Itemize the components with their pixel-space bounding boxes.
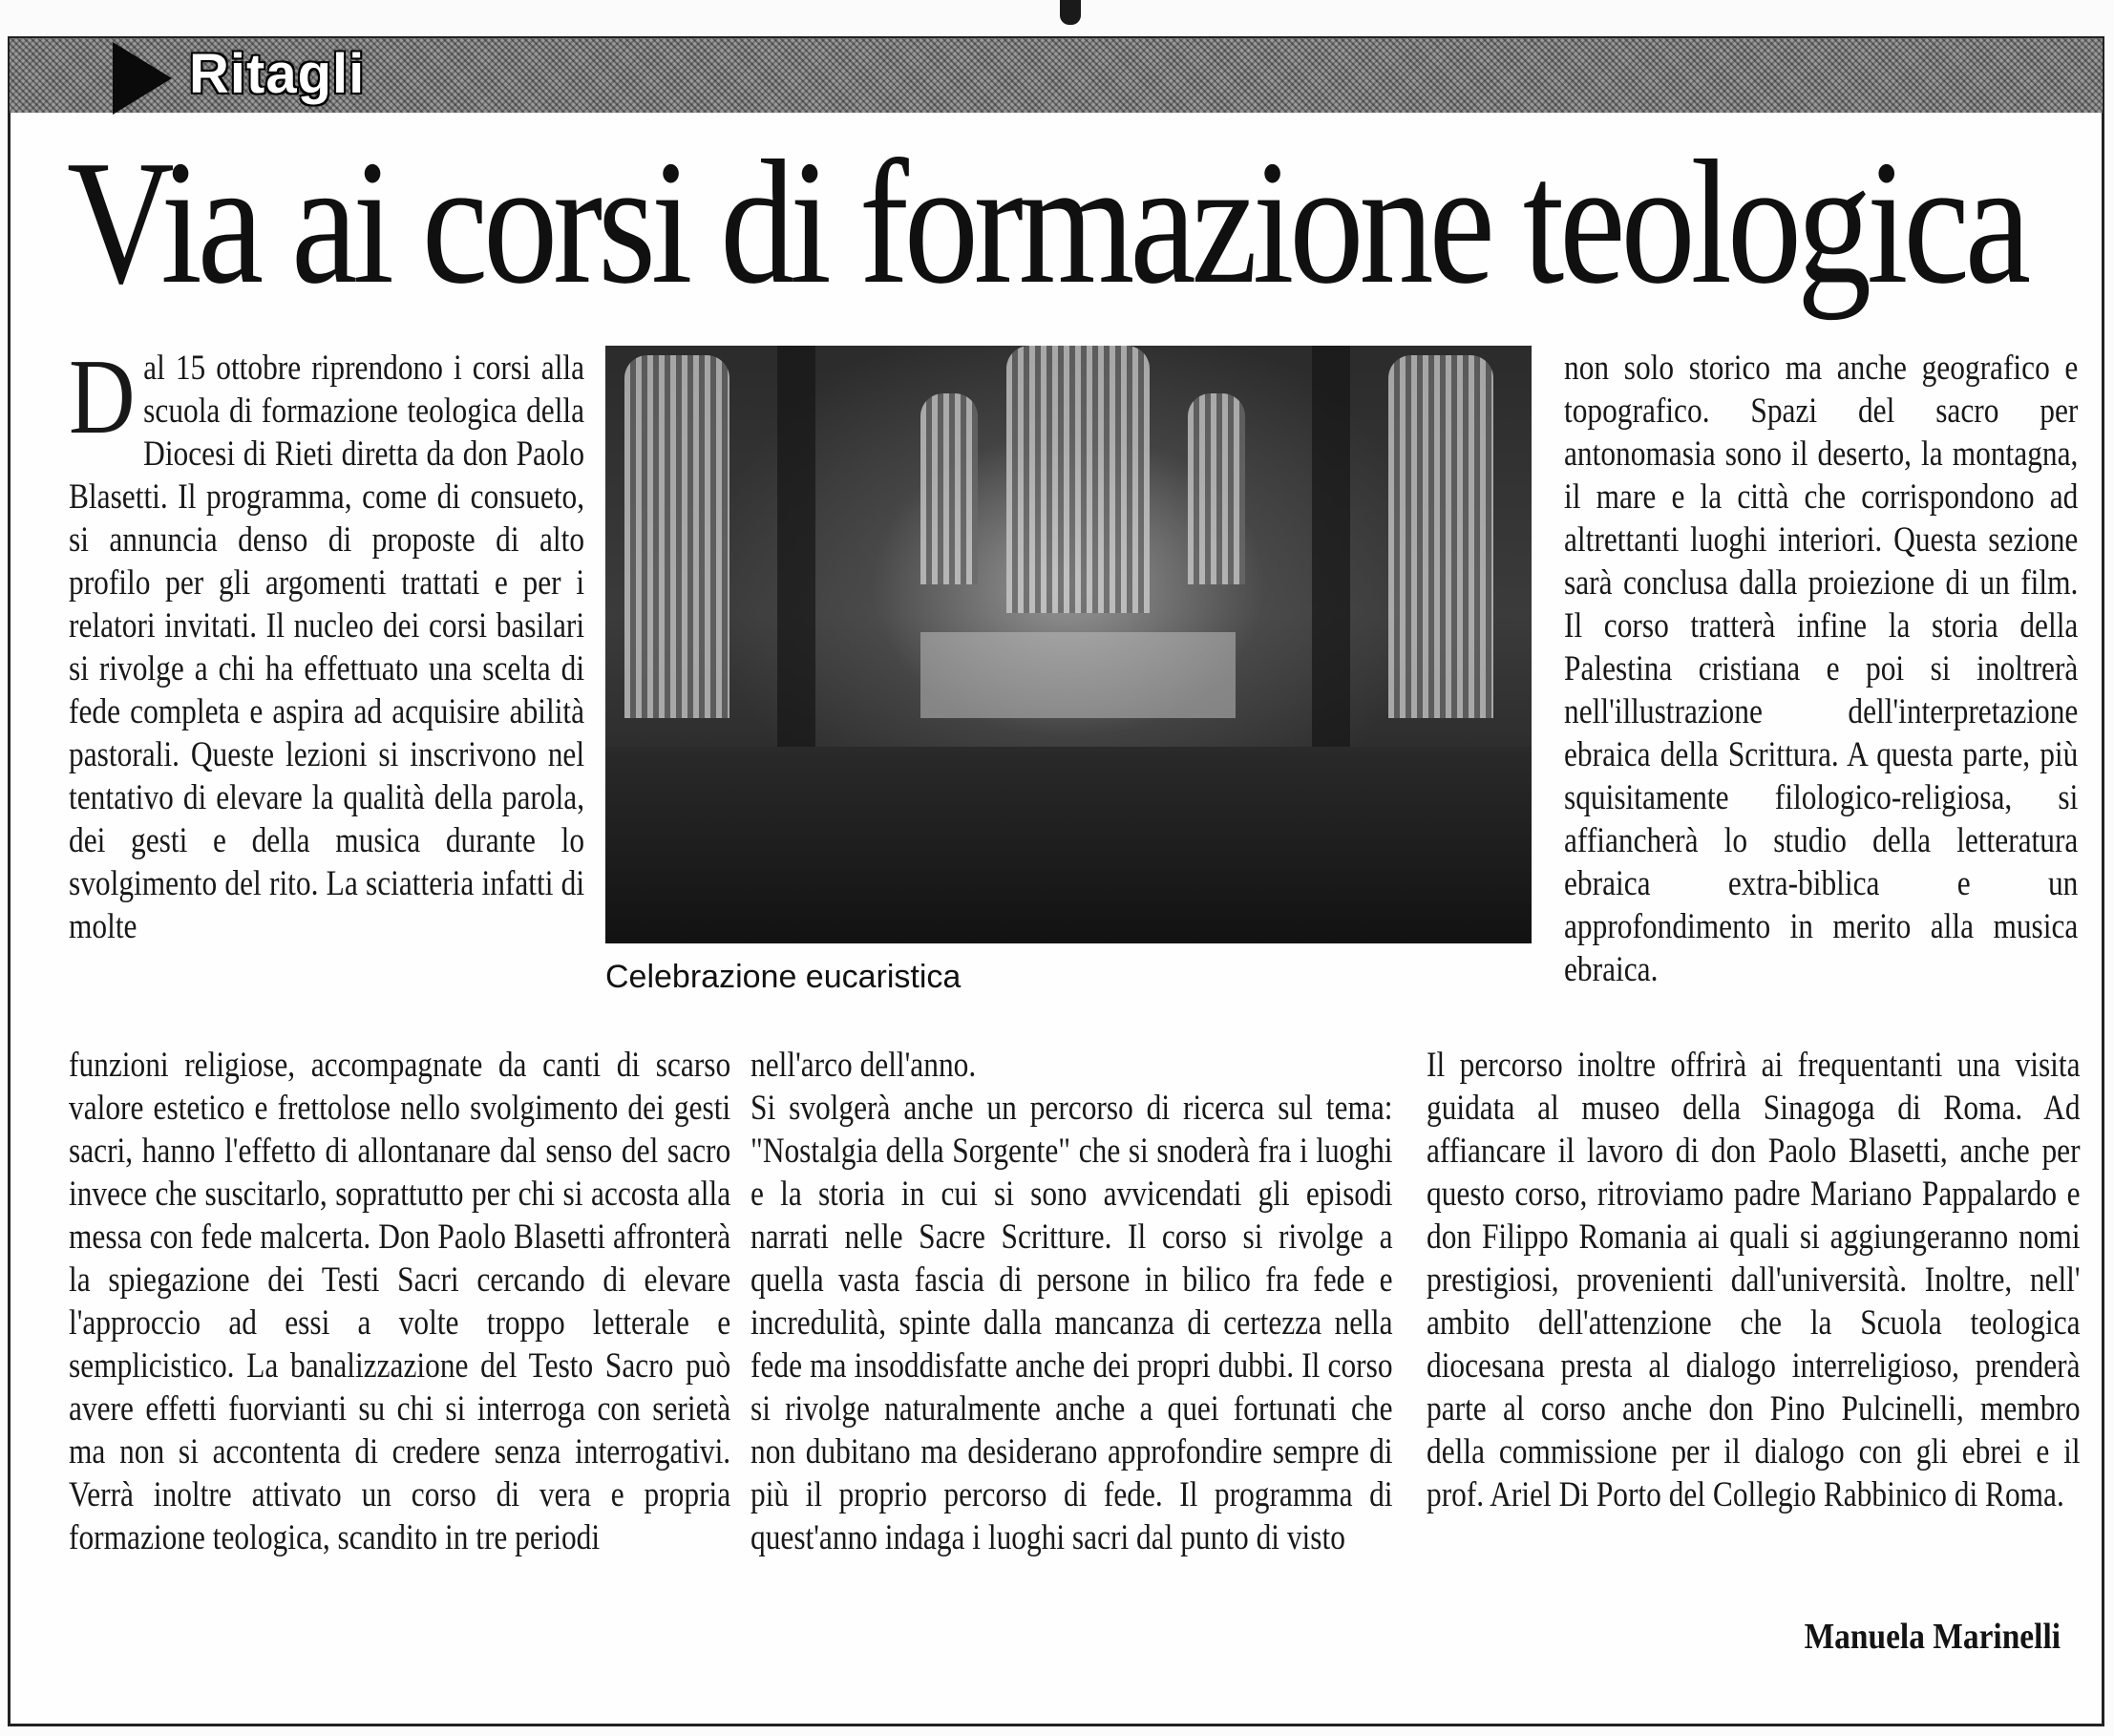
- paragraph-text: al 15 ottobre riprendono i corsi alla scuola di formazione teologica della Diocesi di Rieti diretta da don Paolo Blasetti. Il programma, come di consueto, si annuncia denso di proposte di alto profilo per gli argomenti trattati e per i relatori invitati. Il nucleo dei corsi basilari si rivolge a chi ha effettuato una scelta di fede completa e aspira ad acquisire abilità pastorali. Queste lezioni si inscrivono nel tentativo di elevare la qualità della parola, dei gesti e della musica durante lo svolgimento del rito. La sciatteria infatti di molte: [69, 348, 585, 945]
- paragraph: nell'arco dell'anno.: [750, 1045, 977, 1084]
- paragraph: funzioni religiose, accompagnate da canti di scarso valore estetico e frettolose nello svolgimento dei gesti sacri, hanno l'effetto di allontanare dal senso del sacro invece che suscitarlo, soprattutto per chi si accosta alla messa con fede malcerta. Don Paolo Blasetti affronterà la spiegazione dei Testi Sacri cercando di elevare l'approccio ad essi a volte troppo letterale e semplicistico. La banalizzazione del Testo Sacro può avere effetti fuorvianti su chi si interroga con serietà ma non si accontenta di credere senza interrogativi. Verrà inoltre attivato un corso di vera e propria formazione teologica, scandito in tre periodi: [69, 1045, 731, 1556]
- paragraph: Il percorso inoltre offrirà ai frequentanti una visita guidata al museo della Sinagoga di Roma. Ad affiancare il lavoro di don Paolo Blasetti, anche per questo corso, ritroviamo padre Mariano Pappalardo e don Filippo Romania ai quali si aggiungeranno nomi prestigiosi, provenienti dall'università. Inoltre, nell' ambito dell'attenzione che la Scuola teologica diocesana presta al dialogo interreligioso, prenderà parte al corso anche don Pino Pulcinelli, membro della commissione per il dialogo con gli ebrei e il prof. Ariel Di Porto del Collegio Rabbinico di Roma.: [1427, 1045, 2081, 1514]
- paragraph: Si svolgerà anche un percorso di ricerca sul tema: "Nostalgia della Sorgente" che si snoderà fra i luoghi e la storia in cui si sono avvicendati gli episodi narrati nelle Sacre Scritture. Il corso si rivolge a quella vasta fascia di persone in bilico fra fede e incredulità, spinte dalla mancanza di certezza nella fede ma insoddisfatte anche dei propri dubbi. Il corso si rivolge naturalmente anche a quei fortunati che non dubitano ma desiderano approfondire sempre di più il proprio percorso di fede. Il programma di quest'anno indaga i luoghi sacri dal punto di visto: [750, 1088, 1393, 1556]
- paragraph: non solo storico ma anche geografico e topografico. Spazi del sacro per antonomasia sono il deserto, la montagna, il mare e la città che corrispondono ad altrettanti luoghi interiori. Questa sezione sarà conclusa dalla proiezione di un film. Il corso tratterà infine la storia della Palestina cristiana e poi si inoltrerà nell'illustrazione dell'interpretazione ebraica della Scrittura. A questa parte, più squisitamente filologico-religiosa, si affiancherà lo studio della letteratura ebraica extra-biblica e un approfondimento in merito alla musica ebraica.: [1564, 348, 2079, 988]
- paragraph: [69, 338, 585, 947]
- column-3-bottom: [1427, 1043, 2081, 1515]
- column-1-top: [69, 338, 585, 947]
- column-3-top: [1564, 346, 2078, 990]
- page-edge-mark: [1060, 0, 1081, 25]
- headline: Via ai corsi di formazione teologica: [67, 124, 2027, 321]
- dropcap: D: [69, 338, 136, 456]
- column-1-bottom: [69, 1043, 730, 1558]
- play-arrow-icon: [113, 42, 172, 115]
- author-signature: Manuela Marinelli: [1804, 1617, 2061, 1657]
- church-photo: [605, 346, 1532, 943]
- section-label: Ritagli: [189, 43, 366, 105]
- column-2: [750, 1043, 1393, 1558]
- photo-caption: Celebrazione eucaristica: [605, 959, 962, 995]
